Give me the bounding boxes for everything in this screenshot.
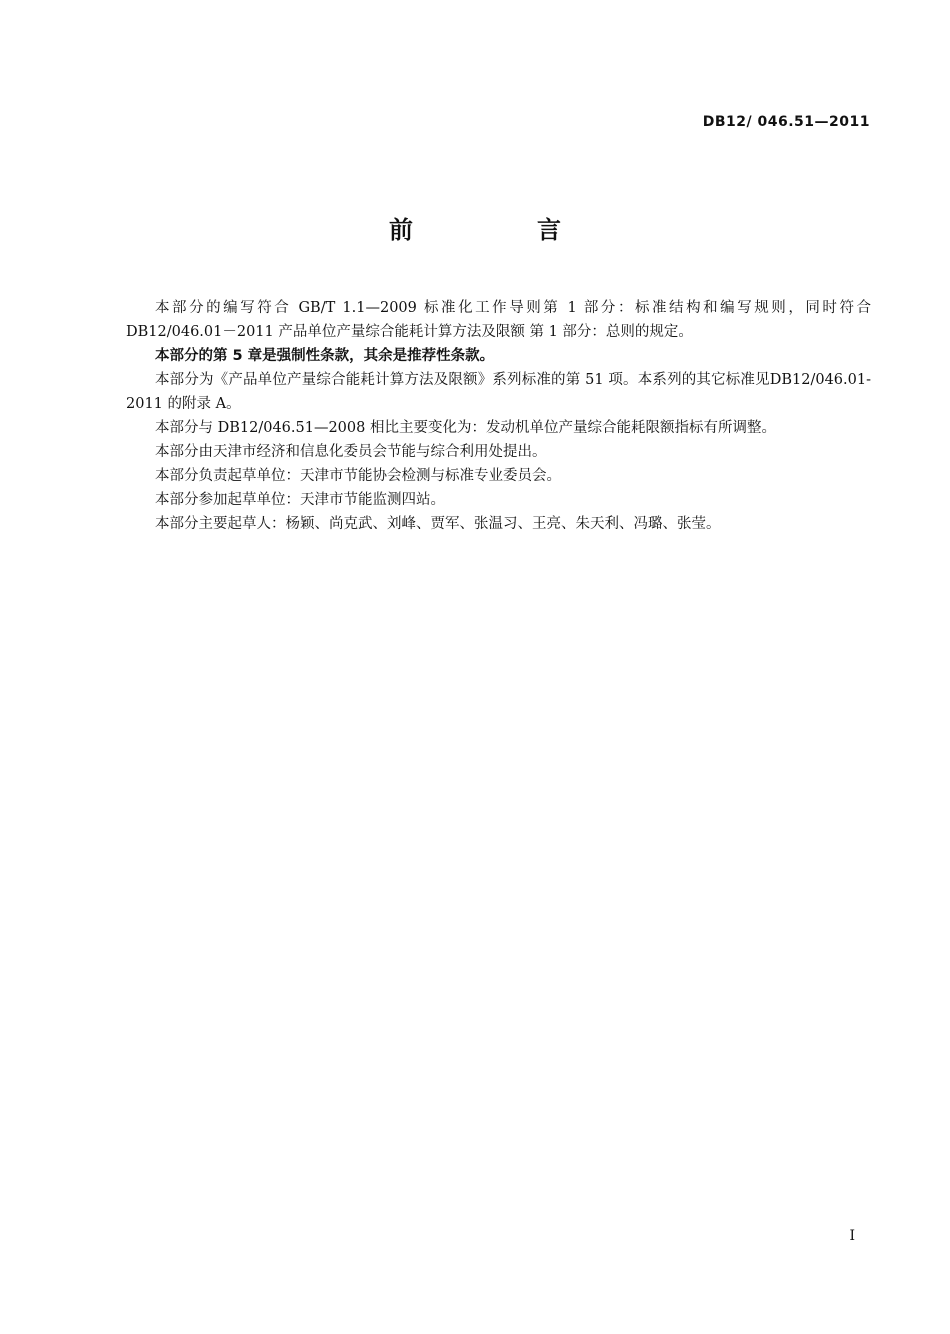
- foreword-paragraph-4: 本部分与 DB12/046.51—2008 相比主要变化为：发动机单位产量综合能耗限额指标有所调整。: [155, 420, 776, 436]
- foreword-paragraph-6: 本部分负责起草单位：天津市节能协会检测与标准专业委员会。: [155, 468, 561, 484]
- foreword-paragraph-7: 本部分参加起草单位：天津市节能监测四站。: [155, 492, 445, 508]
- page-number: I: [849, 1228, 855, 1244]
- foreword-paragraph-8: 本部分主要起草人：杨颖、尚克武、刘峰、贾军、张温习、王亮、朱天利、冯璐、张莹。: [155, 516, 721, 532]
- foreword-paragraph-3: 本部分为《产品单位产量综合能耗计算方法及限额》系列标准的第 51 项。本系列的其它标准见DB12/046.01-2011 的附录 A。: [126, 372, 871, 412]
- foreword-paragraph-1: 本部分的编写符合 GB/T 1.1—2009 标准化工作导则第 1 部分：标准结构和编写规则，同时符合DB12/046.01－2011 产品单位产量综合能耗计算方法及限额 第 1 部分：总则的规定。: [126, 300, 871, 340]
- document-code: DB12/ 046.51—2011: [702, 114, 870, 130]
- foreword-paragraph-5: 本部分由天津市经济和信息化委员会节能与综合利用处提出。: [155, 444, 547, 460]
- page-title: 前 言: [389, 216, 611, 244]
- foreword-paragraph-2: 本部分的第 5 章是强制性条款，其余是推荐性条款。: [155, 348, 495, 364]
- foreword-body: [126, 296, 871, 536]
